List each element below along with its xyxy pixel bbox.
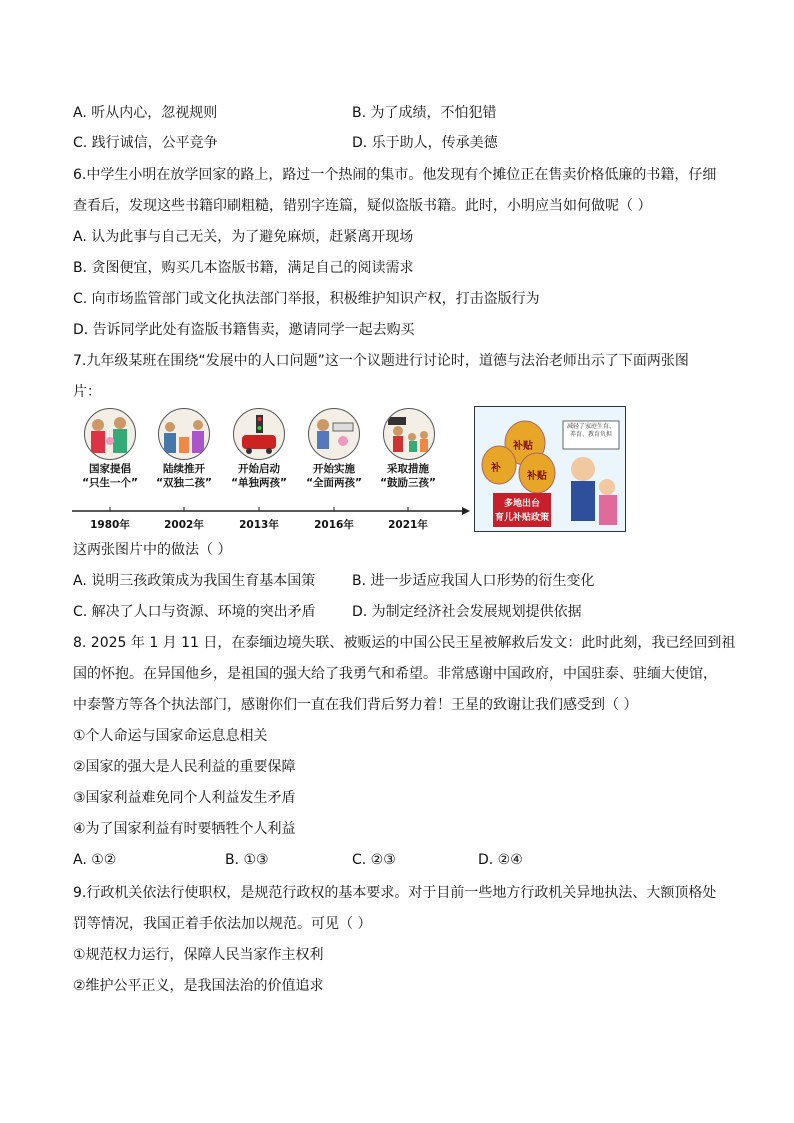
timeline-label-2-line2: “双独二孩” (156, 477, 212, 489)
traffic-light-car-icon (234, 409, 284, 459)
q6-option-c: C. 向市场监管部门或文化执法部门举报，积极维护知识产权，打击盗版行为 (73, 291, 540, 307)
q8-item-1: ①个人命运与国家命运息息相关 (73, 728, 268, 744)
q5-option-b: B. 为了成绩，不怕犯错 (352, 105, 497, 121)
three-children-icon (384, 409, 434, 459)
q8-stem-line1: 8. 2025 年 1 月 11 日，在泰缅边境失联、被贩运的中国公民王星被解救后发文：此时此刻，我已经回到祖 (73, 635, 736, 651)
q8-option-d: D. ②④ (478, 852, 523, 868)
q7-question: 这两张图片中的做法（ ） (73, 542, 232, 558)
q7-option-a: A. 说明三孩政策成为我国生育基本国策 (73, 573, 316, 589)
timeline-axis (70, 504, 472, 518)
q8-item-2: ②国家的强大是人民利益的重要保障 (73, 759, 296, 775)
q6-stem-line1: 6.中学生小明在放学回家的路上，路过一个热闹的集市。他发现有个摊位正在售卖价格低廉的书籍，仔细 (73, 167, 717, 183)
q7-option-d: D. 为制定经济社会发展规划提供依据 (352, 604, 582, 620)
timeline-illustration-2 (158, 408, 210, 460)
timeline-label-4 (294, 462, 374, 490)
timeline-label-2-line1: 陆续推开 (163, 463, 205, 475)
q7-stem-line2: 片： (73, 384, 101, 400)
q7-option-b: B. 进一步适应我国人口形势的衍生变化 (352, 573, 595, 589)
q8-item-3: ③国家利益难免同个人利益发生矛盾 (73, 790, 296, 806)
q8-stem-line3: 中泰警方等各个执法部门，感谢你们一直在我们背后努力着！王星的致谢让我们感受到（ ） (73, 697, 638, 713)
poster-sign-text: 减轻了家庭生育、养育、教育负担 (566, 423, 615, 438)
timeline-label-3-line1: 开始启动 (238, 463, 280, 475)
poster-banner-line1: 多地出台 (503, 499, 540, 509)
q8-option-b: B. ①③ (225, 852, 269, 868)
timeline-label-1-line1: 国家提倡 (89, 463, 131, 475)
family-one-child-icon (85, 409, 135, 459)
family-two-child-icon (159, 409, 209, 459)
q8-option-a: A. ①② (73, 852, 117, 868)
timeline-year-3: 2013年 (239, 519, 279, 531)
q6-stem-line2: 查看后，发现这些书籍印刷粗糙，错别字连篇，疑似盗版书籍。此时，小明应当如何做呢（ ） (73, 198, 652, 214)
timeline-year-4: 2016年 (314, 519, 354, 531)
q5-option-c: C. 践行诚信，公平竞争 (73, 135, 218, 151)
q8-item-4: ④为了国家利益有时要牺牲个人利益 (73, 821, 296, 837)
relay-people-icon (309, 409, 359, 459)
q7-option-c: C. 解决了人口与资源、环境的突出矛盾 (73, 604, 316, 620)
timeline-label-5 (368, 462, 448, 490)
q5-option-a: A. 听从内心，忽视规则 (73, 105, 218, 121)
timeline-label-1 (70, 462, 150, 490)
timeline-label-5-line2: “鼓励三孩” (380, 477, 436, 489)
q9-item-2: ②维护公平正义，是我国法治的价值追求 (73, 978, 324, 994)
bag-label-left: 补 (491, 463, 501, 474)
poster-banner-line2: 育儿补贴政策 (494, 513, 549, 523)
q9-stem-line2: 罚等情况，我国正着手依法加以规范。可见（ ） (73, 916, 372, 932)
timeline-label-3-line2: “单独两孩” (231, 477, 287, 489)
q7-figure (70, 404, 630, 534)
bag-label-center: 补贴 (513, 441, 533, 452)
q8-stem-line2: 国的怀抱。在异国他乡，是祖国的强大给了我勇气和希望。非常感谢中国政府，中国驻泰、驻缅大使馆， (73, 666, 717, 682)
timeline-label-5-line1: 采取措施 (387, 463, 429, 475)
q6-option-a: A. 认为此事与自己无关，为了避免麻烦，赶紧离开现场 (73, 229, 414, 245)
timeline-label-2 (144, 462, 224, 490)
q8-option-c: C. ②③ (352, 852, 396, 868)
bag-label-right: 补贴 (527, 471, 547, 482)
timeline-illustration-5 (383, 408, 435, 460)
q9-stem-line1: 9.行政机关依法行使职权，是规范行政权的基本要求。对于目前一些地方行政机关异地执法、大额顶格处 (73, 885, 717, 901)
timeline-year-5: 2021年 (388, 519, 428, 531)
timeline-year-1: 1980年 (90, 519, 130, 531)
q9-item-1: ①规范权力运行，保障人民当家作主权利 (73, 947, 324, 963)
q6-option-d: D. 告诉同学此处有盗版书籍售卖，邀请同学一起去购买 (73, 322, 415, 338)
subsidy-poster (474, 406, 626, 532)
timeline-label-4-line2: “全面两孩” (306, 477, 362, 489)
timeline-year-2: 2002年 (164, 519, 204, 531)
timeline-label-3 (219, 462, 299, 490)
timeline-label-1-line2: “只生一个” (82, 477, 138, 489)
q6-option-b: B. 贪图便宜，购买几本盗版书籍，满足自己的阅读需求 (73, 260, 414, 276)
q5-option-d: D. 乐于助人，传承美德 (352, 135, 498, 151)
timeline-illustration-3 (233, 408, 285, 460)
timeline-illustration-1 (84, 408, 136, 460)
timeline-illustration-4 (308, 408, 360, 460)
timeline-label-4-line1: 开始实施 (313, 463, 355, 475)
q7-stem-line1: 7.九年级某班在围绕“发展中的人口问题”这一个议题进行讨论时，道德与法治老师出示了下面两张图 (73, 353, 689, 369)
